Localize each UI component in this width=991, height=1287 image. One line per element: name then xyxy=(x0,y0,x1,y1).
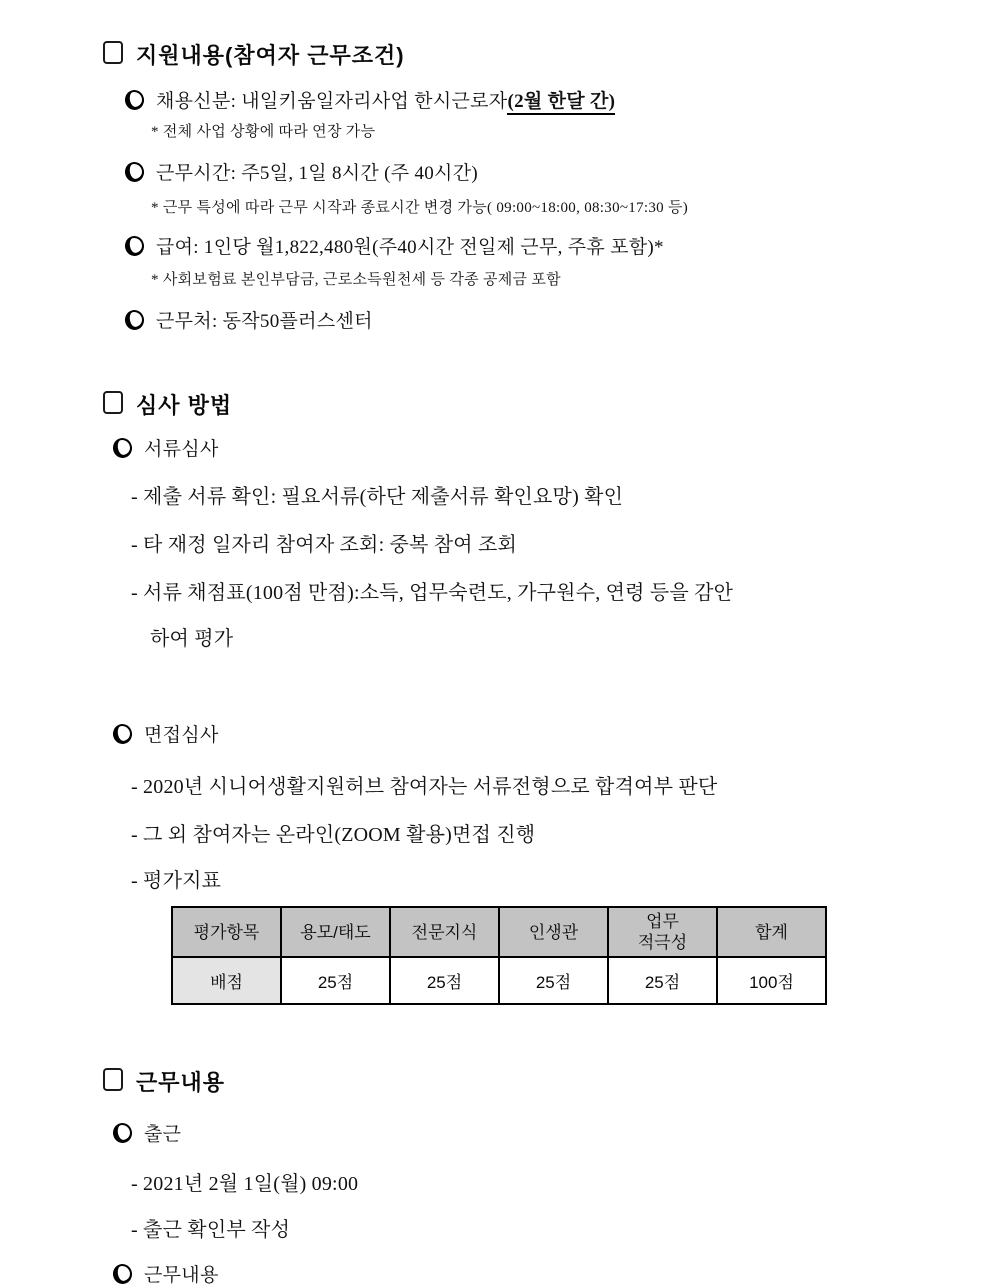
document-review-text: 서류심사 xyxy=(144,438,219,460)
section-review-heading xyxy=(103,388,951,420)
eval-header-line2: 적극성 xyxy=(637,933,688,952)
section-support-heading xyxy=(103,38,951,70)
circle-bullet-icon xyxy=(123,308,146,332)
work-hours-line xyxy=(103,158,951,184)
eval-header-cell: 인생관 xyxy=(499,907,608,957)
interview-review-item: - 평가지표 xyxy=(131,870,222,892)
circle-bullet-icon xyxy=(111,1121,134,1145)
eval-value-cell: 25점 xyxy=(390,957,499,1004)
work-description-line xyxy=(103,1260,951,1286)
attendance-text: 출근 xyxy=(144,1123,182,1145)
eval-header-line1: 업무 xyxy=(646,912,679,931)
circle-bullet-icon xyxy=(123,88,146,112)
salary-line xyxy=(103,232,951,258)
recruit-status-emphasis: (2월 한달 간) xyxy=(507,91,615,115)
interview-review-item: - 그 외 참여자는 온라인(ZOOM 활용)면접 진행 xyxy=(131,824,536,846)
eval-header-cell: 평가항목 xyxy=(172,907,281,957)
recruit-note-line: * 전체 사업 상황에 따라 연장 가능 xyxy=(151,124,376,140)
evaluation-table-header-row xyxy=(172,907,826,957)
salary-note-line: * 사회보험료 본인부담금, 근로소득원천세 등 각종 공제금 포함 xyxy=(151,272,561,288)
work-hours-note-line: * 근무 특성에 따라 근무 시작과 종료시간 변경 가능( 09:00~18:00, 08:30~17:30 등) xyxy=(151,200,689,216)
salary-text: 급여: 1인당 월1,822,480원(주40시간 전일제 근무, 주휴 포함)* xyxy=(156,236,664,258)
circle-bullet-icon xyxy=(111,436,134,460)
eval-value-cell: 100점 xyxy=(717,957,826,1004)
interview-review-item: - 2020년 시니어생활지원허브 참여자는 서류전형으로 합격여부 판단 xyxy=(131,776,718,798)
interview-review-text: 면접심사 xyxy=(144,724,219,746)
eval-header-cell xyxy=(608,907,717,957)
circle-bullet-icon xyxy=(111,722,134,746)
interview-review-line xyxy=(103,720,951,746)
recruit-status-main: 채용신분: 내일키움일자리사업 한시근로자 xyxy=(156,90,508,112)
attendance-item: - 출근 확인부 작성 xyxy=(131,1219,291,1241)
eval-value-cell: 25점 xyxy=(608,957,717,1004)
circle-bullet-icon xyxy=(123,234,146,258)
circle-bullet-icon xyxy=(123,160,146,184)
attendance-line xyxy=(103,1119,951,1145)
recruit-status-text xyxy=(156,86,615,113)
attendance-item: - 2021년 2월 1일(월) 09:00 xyxy=(131,1173,359,1195)
eval-value-cell: 25점 xyxy=(499,957,608,1004)
eval-header-cell: 전문지식 xyxy=(390,907,499,957)
document-review-item: - 제출 서류 확인: 필요서류(하단 제출서류 확인요망) 확인 xyxy=(131,486,624,508)
work-description-text: 근무내용 xyxy=(144,1264,219,1286)
checkbox-icon xyxy=(103,1068,123,1091)
eval-value-cell: 25점 xyxy=(281,957,390,1004)
document-review-item-continued: 하여 평가 xyxy=(150,628,234,650)
section-review-heading-label: 심사 방법 xyxy=(136,392,233,418)
document-review-item: - 타 재정 일자리 참여자 조회: 중복 참여 조회 xyxy=(131,534,518,556)
recruit-status-line xyxy=(103,86,951,112)
eval-row-label-cell: 배점 xyxy=(172,957,281,1004)
section-work-heading xyxy=(103,1065,951,1097)
workplace-text: 근무처: 동작50플러스센터 xyxy=(156,310,373,332)
evaluation-table-score-row xyxy=(172,957,826,1004)
circle-bullet-icon xyxy=(111,1262,134,1286)
section-work-heading-label: 근무내용 xyxy=(136,1069,226,1095)
eval-header-cell: 용모/태도 xyxy=(281,907,390,957)
checkbox-icon xyxy=(103,41,123,64)
work-hours-text: 근무시간: 주5일, 1일 8시간 (주 40시간) xyxy=(156,162,478,184)
evaluation-table xyxy=(171,906,827,1005)
workplace-line xyxy=(103,306,951,332)
checkbox-icon xyxy=(103,391,123,414)
eval-header-cell: 합계 xyxy=(717,907,826,957)
document-review-line xyxy=(103,434,951,460)
document-review-item: - 서류 채점표(100점 만점):소득, 업무숙련도, 가구원수, 연령 등을 감안 xyxy=(131,582,734,604)
section-support-heading-label: 지원내용(참여자 근무조건) xyxy=(136,42,405,68)
